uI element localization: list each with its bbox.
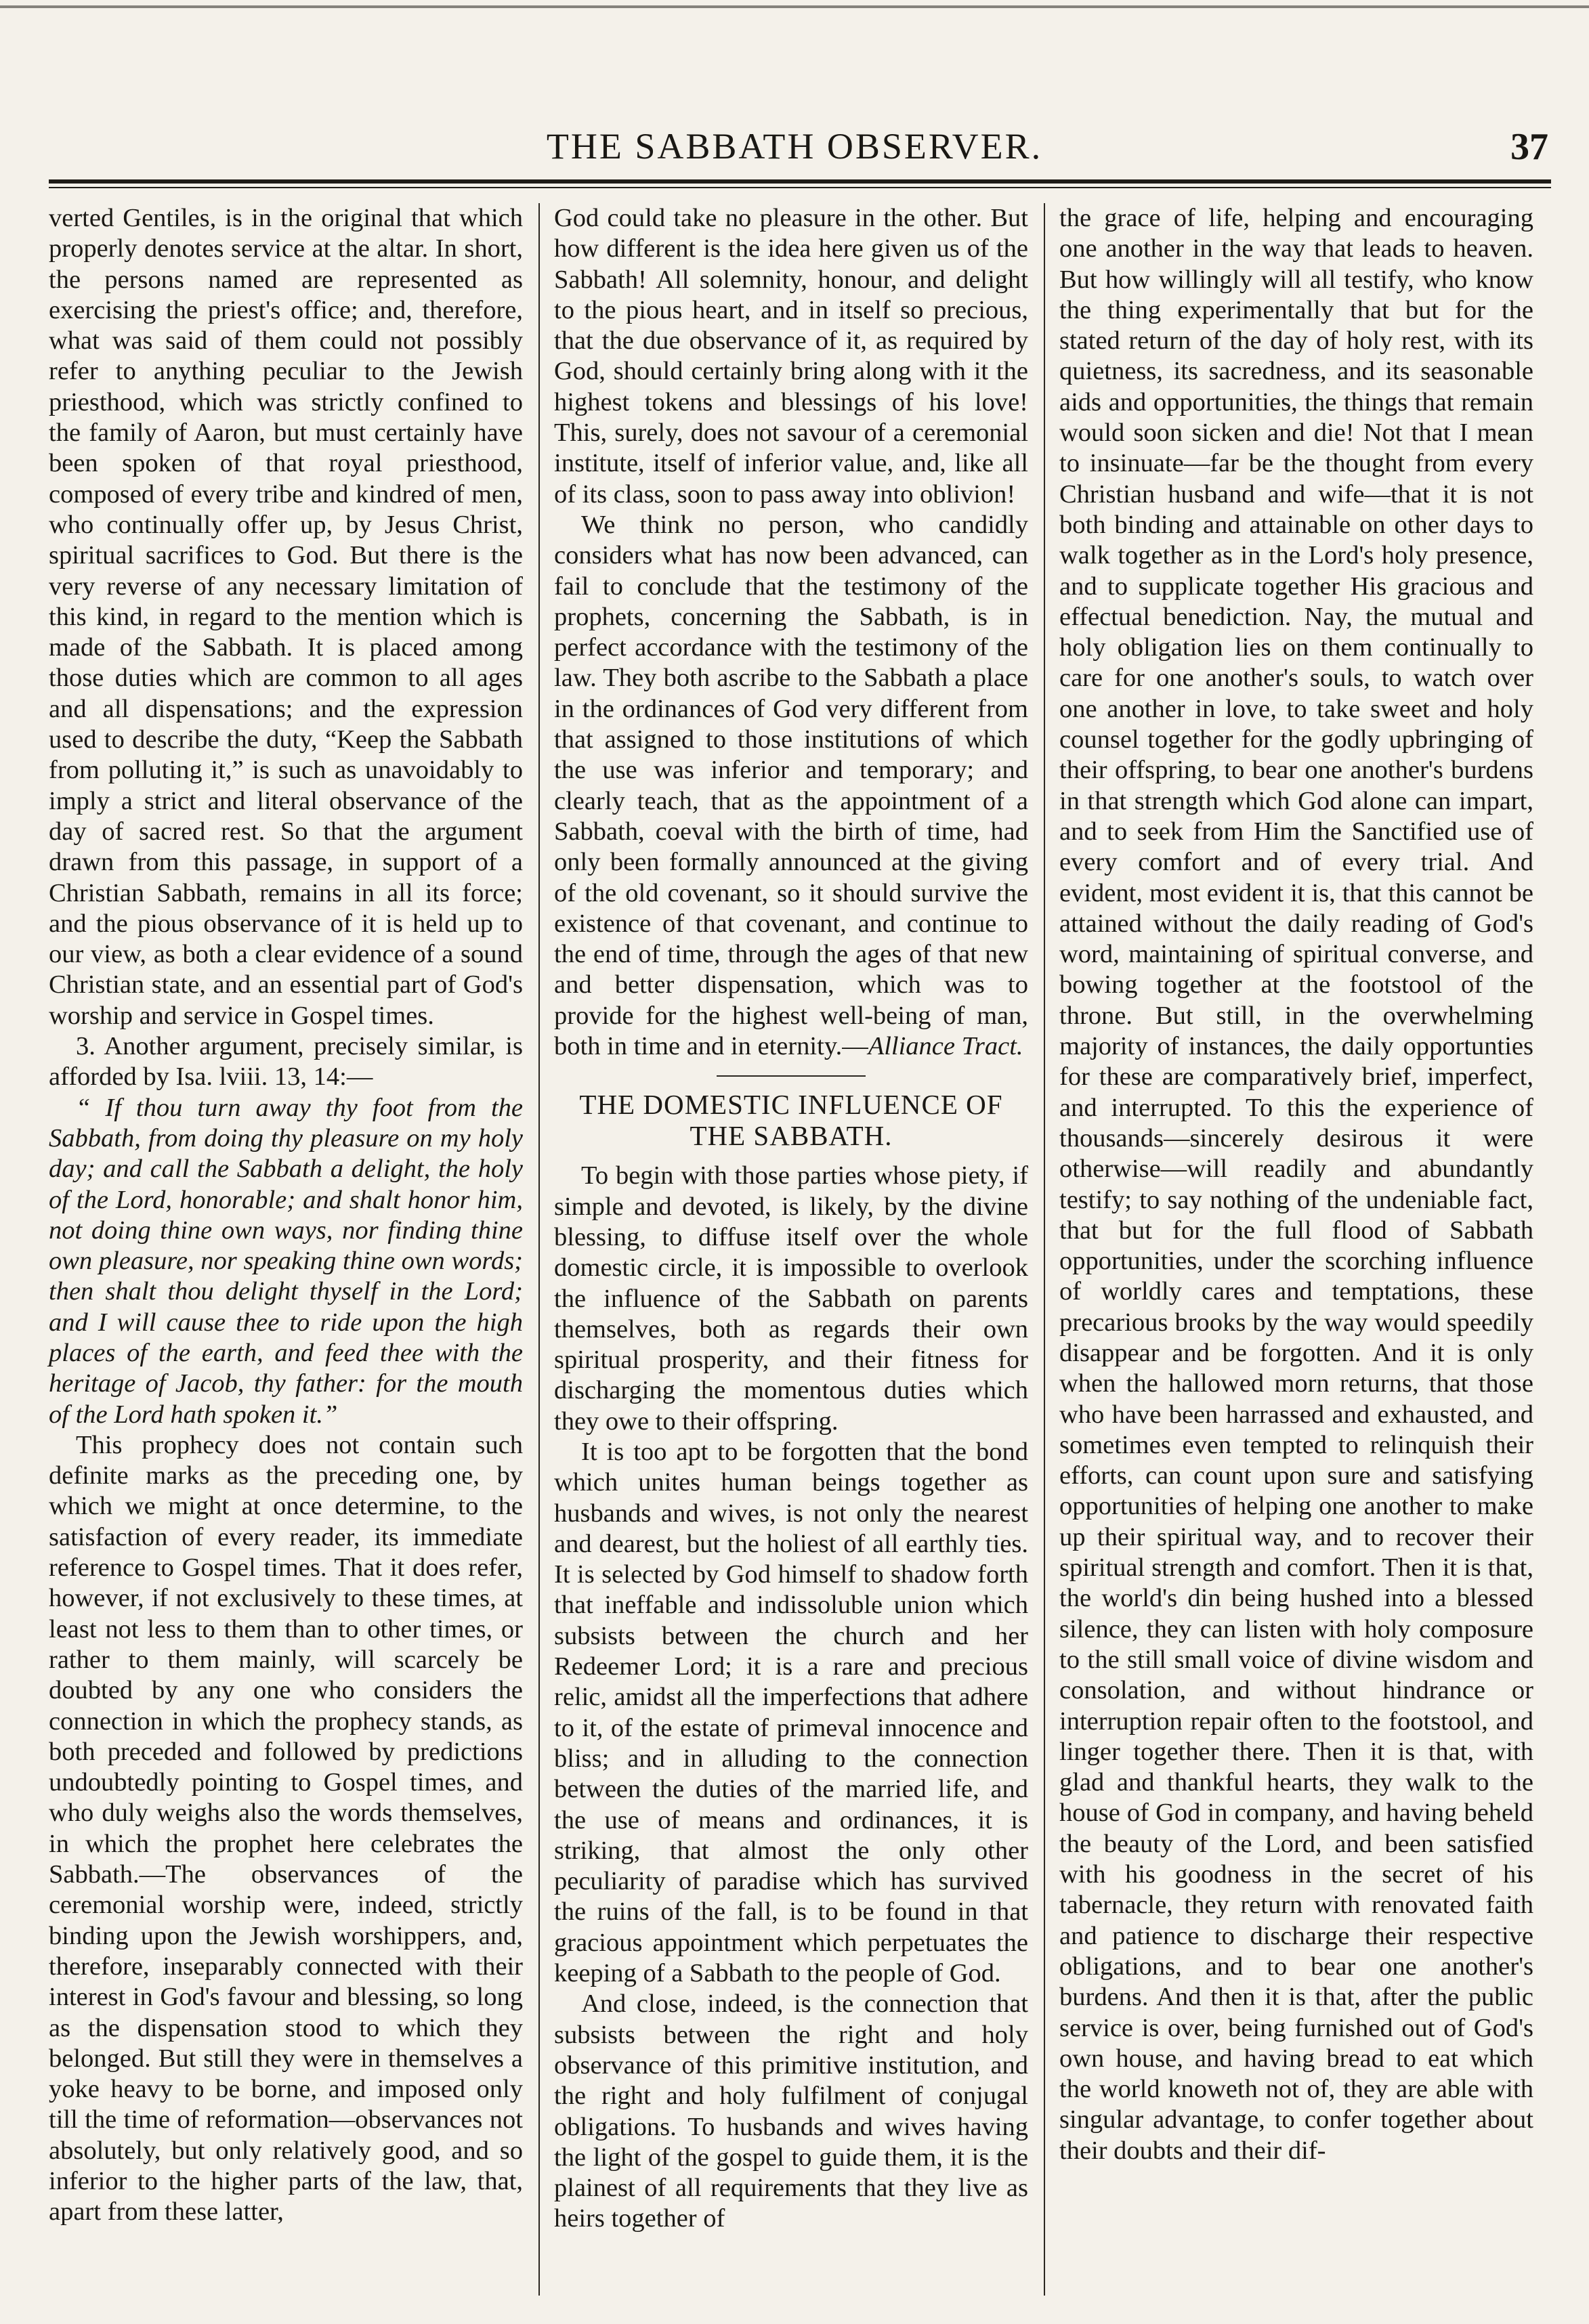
col1-scripture-quote: “ If thou turn away thy foot from the Sabbath, from doing thy pleasure on my holy day; and call the Sabbath a delight, the holy of the Lord, honorable; and shalt honor him, not doing thine own ways, nor finding thine own pleasure, nor speaking thine own words; then shalt thou delight thyself in the Lord; and I will cause thee to ride upon the high places of the earth, and feed thee with the heritage of Jacob, thy father: for the mouth of the Lord hath spoken it.” xyxy=(49,1093,523,1429)
col1-paragraph-2: 3. Another argument, precisely similar, is afforded by Isa. lviii. 13, 14:— xyxy=(49,1032,523,1092)
source-attribution: Alliance Tract. xyxy=(868,1032,1023,1061)
col2-paragraph-1: God could take no pleasure in the other. But how different is the idea here given us of the Sabbath! All solemnity, honour, and delight to the pious heart, and in itself so precious, that the due observance of it, as required by God, should certainly bring along with it the highest tokens and blessings of his love! This, surely, does not savour of a ceremonial institute, itself of inferior value, and, like all of its class, soon to pass away into oblivion! xyxy=(554,204,1028,509)
column-divider-2 xyxy=(1044,203,1045,2296)
column-divider-1 xyxy=(538,203,540,2296)
column-3 xyxy=(1059,203,1533,2166)
col1-paragraph-1: verted Gentiles, is in the original that which properly denotes service at the altar. In short, the persons named are represented as exercising the priest's office; and, therefore, what was said of them could not possibly refer to anything peculiar to the Jewish priesthood, which was strictly confined to the family of Aaron, but must certainly have been spoken of that royal priesthood, composed of every tribe and kindred of men, who continually offer up, by Jesus Christ, spiritual sacrifices to God. But there is the very reverse of any necessary limitation of this kind, in regard to the mention which is made of the Sabbath. It is placed among those duties which are common to all ages and all dispensations; and the expression used to describe the duty, “Keep the Sabbath from polluting it,” is such as unavoidably to imply a strict and literal observance of the day of sacred rest. So that the argument drawn from this passage, in support of a Christian Sabbath, remains in all its force; and the pious observance of it is held up to our view, as both a clear evidence of a sound Christian state, and an essential part of God's worship and service in Gospel times. xyxy=(49,204,523,1030)
col2-paragraph-2-text: We think no person, who candidly considers what has now been advanced, can fail to conclude that the testimony of the prophets, concerning the Sabbath, is in perfect accordance with the testimony of the law. They both ascribe to the Sabbath a place in the ordinances of God very different from that assigned to those institutions of which the use was inferior and temporary; and clearly teach, that as the appointment of a Sabbath, coeval with the birth of time, had only been formally announced at the giving of the old covenant, so it should survive the existence of that covenant, and continue to the end of time, through the ages of that new and better dispensation, which was to provide for the highest well-being of man, both in time and in eternity.— xyxy=(554,510,1028,1061)
col2-paragraph-5: And close, indeed, is the connection that subsists between the right and holy observance of this primitive institution, and the right and holy fulfilment of conjugal obligations. To husbands and wives having the light of the gospel to guide them, it is the plainest of all requirements that they live as heirs together of xyxy=(554,1989,1028,2233)
column-2 xyxy=(554,203,1028,2235)
running-title: THE SABBATH OBSERVER. xyxy=(546,126,1043,167)
col2-paragraph-2 xyxy=(554,510,1028,1062)
col1-paragraph-4: This prophecy does not contain such definite marks as the preceding one, by which we might at once determine, to the satisfaction of every reader, its immediate reference to Gospel times. That it does refer, however, if not exclusively to these times, at least not less to them than to other times, or rather to them mainly, will scarcely be doubted by any one who considers the connection in which the prophecy stands, as both preceded and followed by predictions undoubtedly pointing to Gospel times, and who duly weighs also the words themselves, in which the prophet here celebrates the Sabbath.—The observances of the ceremonial worship were, indeed, strictly binding upon the Jewish worshippers, and, therefore, inseparably connected with their interest in God's favour and blessing, so long as the dispensation stood to which they belonged. But still they were in themselves a yoke heavy to be borne, and imposed only till the time of reformation—observances not absolutely, but only relatively good, and so inferior to the higher parts of the law, that, apart from these latter, xyxy=(49,1430,523,2226)
column-1 xyxy=(49,203,523,2228)
section-heading: THE DOMESTIC INFLUENCE OF THE SABBATH. xyxy=(579,1089,1003,1152)
col2-paragraph-3: To begin with those parties whose piety, if simple and devoted, is likely, by the divine blessing, to diffuse itself over the whole domestic circle, it is impossible to overlook the influence of the Sabbath on parents themselves, both as regards their own spiritual prosperity, and their fitness for discharging the momentous duties which they owe to their offspring. xyxy=(554,1161,1028,1436)
top-edge-rule xyxy=(0,5,1589,8)
page-number: 37 xyxy=(1510,126,1548,168)
col2-paragraph-4: It is too apt to be forgotten that the bond which unites human beings together as husbands and wives, is not only the nearest and dearest, but the holiest of all earthly ties. It is selected by God himself to shadow forth that ineffable and indissoluble union which subsists between the church and her Redeemer Lord; it is a rare and precious relic, amidst all the imperfections that adhere to it, of the estate of primeval innocence and bliss; and in alluding to the connection between the duties of the married life, and the use of means and ordinances, it is striking, that almost the only other peculiarity of paradise which has survived the ruins of the fall, is to be found in that gracious appointment which perpetuates the keeping of a Sabbath to the people of God. xyxy=(554,1437,1028,1988)
section-divider xyxy=(717,1075,866,1077)
header-rule-thick xyxy=(49,179,1551,184)
header-rule-thin xyxy=(49,187,1551,188)
col3-paragraph-1: the grace of life, helping and encouraging one another in the way that leads to heaven. But how willingly will all testify, who know the thing experimentally that but for the stated return of the day of holy rest, with its quietness, its sacredness, and its seasonable aids and opportunities, the things that remain would soon sicken and die! Not that I mean to insinuate—far be the thought from every Christian husband and wife—that it is not both binding and attainable on other days to walk together as in the Lord's holy presence, and to supplicate together His gracious and effectual benediction. Nay, the mutual and holy obligation lies on them continually to care for one another's souls, to watch over one another in love, to take sweet and holy counsel together for the godly upbringing of their offspring, to bear one another's burdens in that strength which God alone can impart, and to seek from Him the Sanctified use of every comfort and of every trial. And evident, most evident it is, that this cannot be attained without the daily reading of God's word, maintaining of spiritual converse, and bowing together at the footstool of the throne. But still, in the overwhelming majority of instances, the daily opportunties for these are comparatively brief, imperfect, and interrupted. To this the experience of thousands—sincerely desirous it were otherwise—will readily and abundantly testify; to say nothing of the undeniable fact, that but for the full flood of Sabbath opportunities, under the scorching influence of worldly cares and temptations, these precarious brooks by the way would speedily disappear and be forgotten. And it is only when the hallowed morn returns, that those who have been harrassed and exhausted, and sometimes even tempted to relinquish their efforts, can count upon sure and satisfying opportunities of helping one another to make up their spiritual way, and to recover their spiritual strength and comfort. Then it is that, the world's din being hushed into a blessed silence, they can listen with holy composure to the still small voice of divine wisdom and consolation, and without hindrance or interruption repair often to the footstool, and linger together there. Then it is that, with glad and thankful hearts, they walk to the house of God in company, and having beheld the beauty of the Lord, and been satisfied with his goodness in the secret of his tabernacle, they return with renovated faith and patience to discharge their respective obligations, and to bear one another's burdens. And then it is that, after the public service is over, being furnished out of God's own house, and having bread to eat which the world knoweth not of, they are able with singular advantage, to confer together about their doubts and their dif- xyxy=(1059,204,1533,2165)
page-header xyxy=(0,125,1589,179)
